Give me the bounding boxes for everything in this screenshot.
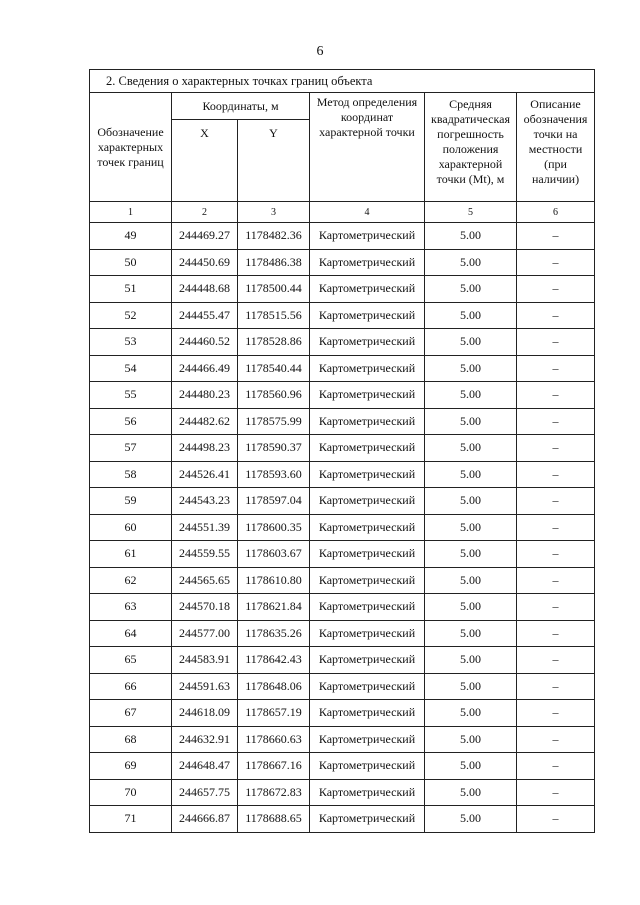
method-cell: Картометрический bbox=[310, 541, 425, 568]
y-cell: 1178600.35 bbox=[238, 514, 310, 541]
mt-cell: 5.00 bbox=[425, 461, 517, 488]
page-number: 6 bbox=[316, 44, 324, 59]
mt-cell: 5.00 bbox=[425, 302, 517, 329]
mt-cell: 5.00 bbox=[425, 488, 517, 515]
point-cell: 60 bbox=[90, 514, 172, 541]
mt-cell: 5.00 bbox=[425, 779, 517, 806]
y-cell: 1178688.65 bbox=[238, 806, 310, 833]
y-cell: 1178482.36 bbox=[238, 223, 310, 250]
method-cell: Картометрический bbox=[310, 461, 425, 488]
description-cell: – bbox=[517, 461, 595, 488]
table-row bbox=[90, 329, 595, 356]
column-number: 6 bbox=[517, 202, 595, 223]
point-cell: 49 bbox=[90, 223, 172, 250]
x-cell: 244618.09 bbox=[172, 700, 238, 727]
header-error: Средняя квадратическая погрешность положения характерной точки (Mt), м bbox=[425, 93, 517, 202]
x-cell: 244543.23 bbox=[172, 488, 238, 515]
x-cell: 244498.23 bbox=[172, 435, 238, 462]
table-row bbox=[90, 779, 595, 806]
table-row bbox=[90, 806, 595, 833]
description-cell: – bbox=[517, 700, 595, 727]
table-row bbox=[90, 435, 595, 462]
header-y: Y bbox=[238, 120, 310, 202]
point-cell: 61 bbox=[90, 541, 172, 568]
y-cell: 1178610.80 bbox=[238, 567, 310, 594]
table-row bbox=[90, 461, 595, 488]
method-cell: Картометрический bbox=[310, 435, 425, 462]
x-cell: 244570.18 bbox=[172, 594, 238, 621]
point-cell: 67 bbox=[90, 700, 172, 727]
x-cell: 244657.75 bbox=[172, 779, 238, 806]
y-cell: 1178642.43 bbox=[238, 647, 310, 674]
y-cell: 1178560.96 bbox=[238, 382, 310, 409]
description-cell: – bbox=[517, 541, 595, 568]
description-cell: – bbox=[517, 806, 595, 833]
y-cell: 1178672.83 bbox=[238, 779, 310, 806]
method-cell: Картометрический bbox=[310, 647, 425, 674]
header-description: Описание обозначения точки на местности (при наличии) bbox=[517, 93, 595, 202]
column-numbers-row bbox=[90, 202, 595, 223]
table-row bbox=[90, 594, 595, 621]
y-cell: 1178621.84 bbox=[238, 594, 310, 621]
mt-cell: 5.00 bbox=[425, 726, 517, 753]
table-row bbox=[90, 276, 595, 303]
y-cell: 1178590.37 bbox=[238, 435, 310, 462]
method-cell: Картометрический bbox=[310, 753, 425, 780]
point-cell: 56 bbox=[90, 408, 172, 435]
point-cell: 62 bbox=[90, 567, 172, 594]
method-cell: Картометрический bbox=[310, 355, 425, 382]
column-number: 5 bbox=[425, 202, 517, 223]
x-cell: 244448.68 bbox=[172, 276, 238, 303]
x-cell: 244482.62 bbox=[172, 408, 238, 435]
method-cell: Картометрический bbox=[310, 673, 425, 700]
section-title: 2. Сведения о характерных точках границ объекта bbox=[90, 70, 595, 93]
description-cell: – bbox=[517, 302, 595, 329]
point-cell: 57 bbox=[90, 435, 172, 462]
point-cell: 53 bbox=[90, 329, 172, 356]
y-cell: 1178486.38 bbox=[238, 249, 310, 276]
x-cell: 244559.55 bbox=[172, 541, 238, 568]
mt-cell: 5.00 bbox=[425, 594, 517, 621]
boundary-points-table bbox=[89, 69, 595, 833]
x-cell: 244583.91 bbox=[172, 647, 238, 674]
table-row bbox=[90, 223, 595, 250]
mt-cell: 5.00 bbox=[425, 329, 517, 356]
description-cell: – bbox=[517, 276, 595, 303]
x-cell: 244460.52 bbox=[172, 329, 238, 356]
point-cell: 63 bbox=[90, 594, 172, 621]
point-cell: 69 bbox=[90, 753, 172, 780]
table-row bbox=[90, 567, 595, 594]
mt-cell: 5.00 bbox=[425, 647, 517, 674]
table-row bbox=[90, 382, 595, 409]
table-row bbox=[90, 488, 595, 515]
point-cell: 59 bbox=[90, 488, 172, 515]
column-number: 4 bbox=[310, 202, 425, 223]
point-cell: 68 bbox=[90, 726, 172, 753]
description-cell: – bbox=[517, 249, 595, 276]
y-cell: 1178603.67 bbox=[238, 541, 310, 568]
header-point: Обозначение характерных точек границ bbox=[90, 93, 172, 202]
mt-cell: 5.00 bbox=[425, 700, 517, 727]
description-cell: – bbox=[517, 779, 595, 806]
description-cell: – bbox=[517, 594, 595, 621]
y-cell: 1178540.44 bbox=[238, 355, 310, 382]
x-cell: 244648.47 bbox=[172, 753, 238, 780]
x-cell: 244466.49 bbox=[172, 355, 238, 382]
table-row bbox=[90, 753, 595, 780]
column-number: 1 bbox=[90, 202, 172, 223]
header-coords: Координаты, м bbox=[172, 93, 310, 120]
y-cell: 1178593.60 bbox=[238, 461, 310, 488]
point-cell: 51 bbox=[90, 276, 172, 303]
x-cell: 244455.47 bbox=[172, 302, 238, 329]
description-cell: – bbox=[517, 673, 595, 700]
mt-cell: 5.00 bbox=[425, 276, 517, 303]
point-cell: 70 bbox=[90, 779, 172, 806]
mt-cell: 5.00 bbox=[425, 806, 517, 833]
x-cell: 244666.87 bbox=[172, 806, 238, 833]
column-number: 2 bbox=[172, 202, 238, 223]
point-cell: 64 bbox=[90, 620, 172, 647]
y-cell: 1178667.16 bbox=[238, 753, 310, 780]
method-cell: Картометрический bbox=[310, 779, 425, 806]
y-cell: 1178648.06 bbox=[238, 673, 310, 700]
table-row bbox=[90, 514, 595, 541]
x-cell: 244551.39 bbox=[172, 514, 238, 541]
description-cell: – bbox=[517, 488, 595, 515]
table-row bbox=[90, 647, 595, 674]
method-cell: Картометрический bbox=[310, 302, 425, 329]
method-cell: Картометрический bbox=[310, 567, 425, 594]
description-cell: – bbox=[517, 223, 595, 250]
mt-cell: 5.00 bbox=[425, 620, 517, 647]
description-cell: – bbox=[517, 329, 595, 356]
mt-cell: 5.00 bbox=[425, 673, 517, 700]
point-cell: 66 bbox=[90, 673, 172, 700]
table-row bbox=[90, 726, 595, 753]
method-cell: Картометрический bbox=[310, 408, 425, 435]
x-cell: 244450.69 bbox=[172, 249, 238, 276]
y-cell: 1178515.56 bbox=[238, 302, 310, 329]
mt-cell: 5.00 bbox=[425, 223, 517, 250]
table-row bbox=[90, 355, 595, 382]
description-cell: – bbox=[517, 620, 595, 647]
column-number: 3 bbox=[238, 202, 310, 223]
method-cell: Картометрический bbox=[310, 726, 425, 753]
y-cell: 1178597.04 bbox=[238, 488, 310, 515]
description-cell: – bbox=[517, 382, 595, 409]
y-cell: 1178575.99 bbox=[238, 408, 310, 435]
table-row bbox=[90, 302, 595, 329]
method-cell: Картометрический bbox=[310, 488, 425, 515]
point-cell: 52 bbox=[90, 302, 172, 329]
description-cell: – bbox=[517, 435, 595, 462]
x-cell: 244565.65 bbox=[172, 567, 238, 594]
mt-cell: 5.00 bbox=[425, 382, 517, 409]
y-cell: 1178500.44 bbox=[238, 276, 310, 303]
x-cell: 244591.63 bbox=[172, 673, 238, 700]
description-cell: – bbox=[517, 647, 595, 674]
y-cell: 1178528.86 bbox=[238, 329, 310, 356]
description-cell: – bbox=[517, 567, 595, 594]
table-row bbox=[90, 408, 595, 435]
method-cell: Картометрический bbox=[310, 223, 425, 250]
method-cell: Картометрический bbox=[310, 620, 425, 647]
header-method: Метод определения координат характерной точки bbox=[310, 93, 425, 202]
method-cell: Картометрический bbox=[310, 514, 425, 541]
mt-cell: 5.00 bbox=[425, 514, 517, 541]
table-row bbox=[90, 673, 595, 700]
description-cell: – bbox=[517, 753, 595, 780]
mt-cell: 5.00 bbox=[425, 355, 517, 382]
description-cell: – bbox=[517, 514, 595, 541]
point-cell: 54 bbox=[90, 355, 172, 382]
mt-cell: 5.00 bbox=[425, 541, 517, 568]
mt-cell: 5.00 bbox=[425, 753, 517, 780]
description-cell: – bbox=[517, 726, 595, 753]
table-row bbox=[90, 700, 595, 727]
method-cell: Картометрический bbox=[310, 806, 425, 833]
x-cell: 244480.23 bbox=[172, 382, 238, 409]
header-x: X bbox=[172, 120, 238, 202]
mt-cell: 5.00 bbox=[425, 408, 517, 435]
method-cell: Картометрический bbox=[310, 382, 425, 409]
mt-cell: 5.00 bbox=[425, 435, 517, 462]
point-cell: 50 bbox=[90, 249, 172, 276]
table-row bbox=[90, 541, 595, 568]
point-cell: 55 bbox=[90, 382, 172, 409]
y-cell: 1178657.19 bbox=[238, 700, 310, 727]
description-cell: – bbox=[517, 408, 595, 435]
x-cell: 244526.41 bbox=[172, 461, 238, 488]
method-cell: Картометрический bbox=[310, 249, 425, 276]
method-cell: Картометрический bbox=[310, 594, 425, 621]
table-row bbox=[90, 620, 595, 647]
point-cell: 65 bbox=[90, 647, 172, 674]
x-cell: 244632.91 bbox=[172, 726, 238, 753]
x-cell: 244469.27 bbox=[172, 223, 238, 250]
method-cell: Картометрический bbox=[310, 700, 425, 727]
table-row bbox=[90, 249, 595, 276]
y-cell: 1178660.63 bbox=[238, 726, 310, 753]
mt-cell: 5.00 bbox=[425, 249, 517, 276]
method-cell: Картометрический bbox=[310, 329, 425, 356]
point-cell: 58 bbox=[90, 461, 172, 488]
description-cell: – bbox=[517, 355, 595, 382]
method-cell: Картометрический bbox=[310, 276, 425, 303]
mt-cell: 5.00 bbox=[425, 567, 517, 594]
point-cell: 71 bbox=[90, 806, 172, 833]
y-cell: 1178635.26 bbox=[238, 620, 310, 647]
x-cell: 244577.00 bbox=[172, 620, 238, 647]
